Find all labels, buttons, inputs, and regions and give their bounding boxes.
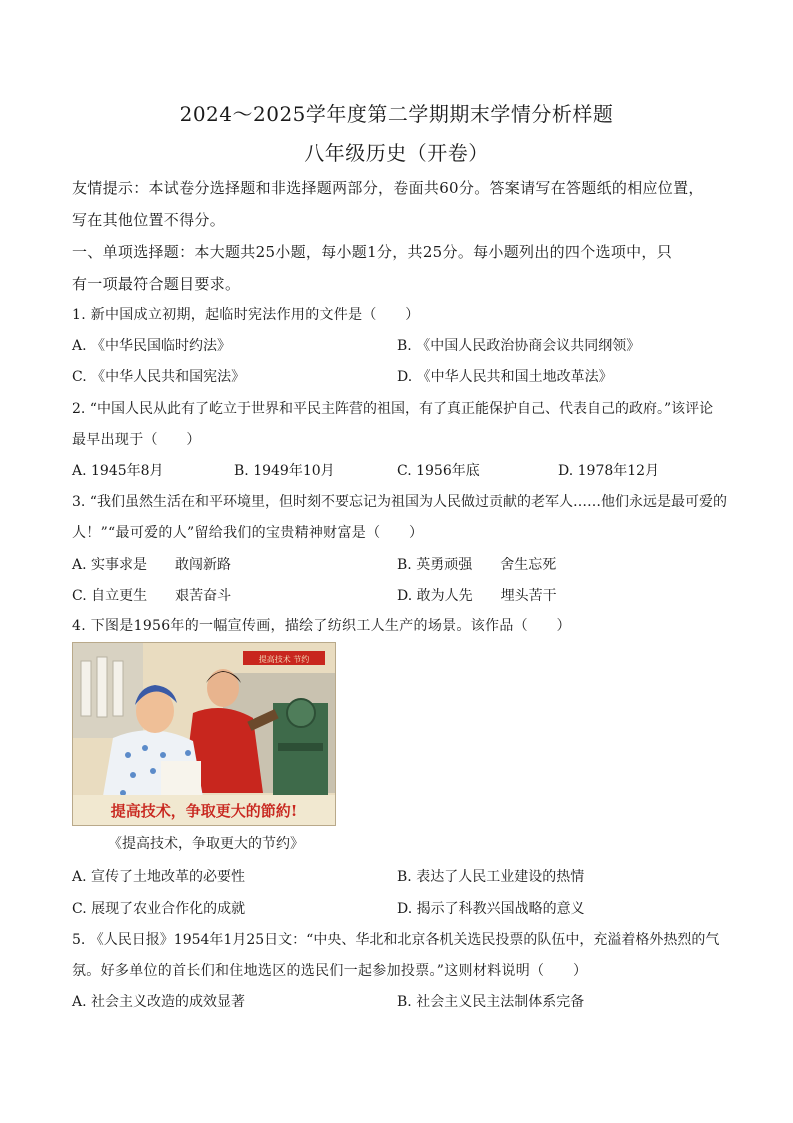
question-1-option-c: C. 《中华人民共和国宪法》 [72,369,246,385]
poster-banner-text: 提高技术 节约 [258,655,310,664]
question-1-stem: 1. 新中国成立初期，起临时宪法作用的文件是（ ） [72,307,420,323]
question-4-stem: 4. 下图是1956年的一幅宣传画，描绘了纺织工人生产的场景。该作品（ ） [72,618,571,634]
poster-slogan-text: 提高技术，争取更大的節約! [110,802,298,820]
question-4-option-b: B. 表达了人民工业建设的热情 [397,869,585,885]
question-5-option-b: B. 社会主义民主法制体系完备 [397,994,585,1010]
question-3-option-d: D. 敢为人先 埋头苦干 [397,588,557,604]
question-5-option-a: A. 社会主义改造的成效显著 [72,994,246,1010]
section-heading-line-1: 一、单项选择题：本大题共25小题，每小题1分，共25分。每小题列出的四个选项中，只 [72,243,673,261]
exam-subtitle: 八年级历史（开卷） [304,141,489,165]
question-2-option-b: B. 1949年10月 [234,463,335,479]
question-1-option-a: A. 《中华民国临时约法》 [72,338,232,354]
propaganda-poster-image [72,642,336,826]
question-2-option-a: A. 1945年8月 [72,463,164,479]
question-1-option-b: B. 《中国人民政治协商会议共同纲领》 [397,338,641,354]
question-3-option-a: A. 实事求是 敢闯新路 [72,557,232,573]
question-1-option-d: D. 《中华人民共和国土地改革法》 [397,369,613,385]
question-3-stem-line-2: 人！”“最可爱的人”留给我们的宝贵精神财富是（ ） [72,525,424,541]
question-4-option-c: C. 展现了农业合作化的成就 [72,901,246,917]
question-2-stem-line-1: 2. “中国人民从此有了屹立于世界和平民主阵营的祖国，有了真正能保护自己、代表自己的政府。”该评论 [72,401,714,417]
question-4-option-a: A. 宣传了土地改革的必要性 [72,869,246,885]
question-3-stem-line-1: 3. “我们虽然生活在和平环境里，但时刻不要忘记为祖国为人民做过贡献的老军人……他们永远是最可爱的 [72,494,727,510]
notice-line-1: 友情提示：本试卷分选择题和非选择题两部分，卷面共60分。答案请写在答题纸的相应位置， [72,179,704,197]
question-4-option-d: D. 揭示了科教兴国战略的意义 [397,901,585,917]
question-3-option-b: B. 英勇顽强 舍生忘死 [397,557,557,573]
question-3-option-c: C. 自立更生 艰苦奋斗 [72,588,232,604]
question-5-stem-line-2: 氛。好多单位的首长们和住地选区的选民们一起参加投票。”这则材料说明（ ） [72,963,588,979]
notice-line-2: 写在其他位置不得分。 [72,211,226,229]
question-2-option-d: D. 1978年12月 [558,463,660,479]
question-5-stem-line-1: 5. 《人民日报》1954年1月25日文：“中央、华北和北京各机关选民投票的队伍中，充溢着格外热烈的气 [72,932,720,948]
question-2-stem-line-2: 最早出现于（ ） [72,432,201,448]
section-heading-line-2: 有一项最符合题目要求。 [72,275,241,293]
exam-title: 2024～2025学年度第二学期期末学情分析样题 [179,102,614,126]
poster-caption: 《提高技术，争取更大的节约》 [108,836,304,852]
question-2-option-c: C. 1956年底 [397,463,480,479]
